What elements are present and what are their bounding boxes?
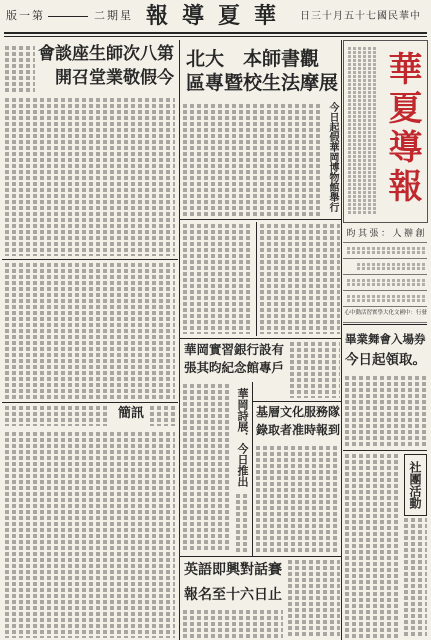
section-rule <box>180 219 341 220</box>
credit-text <box>347 295 425 302</box>
bank-subheadline: 張其昀紀念館專戶 <box>184 360 285 375</box>
staff-credits <box>343 226 427 322</box>
forum-headline: 會談座生師次八第 <box>38 44 174 64</box>
english-contest-headline: 英語即興對話賽 <box>184 562 282 578</box>
article-body-text <box>260 224 340 334</box>
header-newspaper-title: 報導夏華 <box>146 3 291 29</box>
page-edition: 版一第 <box>6 9 45 22</box>
article-body-text <box>5 432 175 638</box>
culture-team-headline: 基層文化服務隊 <box>256 405 341 419</box>
article-body-text <box>290 342 340 398</box>
exhibition-headline-part: 北大 <box>186 48 225 70</box>
credit-row <box>343 258 427 275</box>
credit-row <box>343 226 427 243</box>
article-body-text <box>5 406 109 426</box>
article-body-text <box>345 376 427 446</box>
clubs-section-label <box>404 454 427 516</box>
article-body-text <box>183 610 283 638</box>
article-body-text <box>345 454 401 638</box>
article-body-text <box>5 46 35 92</box>
exhibition-headline-part: 本師書觀 <box>243 48 320 70</box>
credit-row <box>343 274 427 291</box>
poetry-headline: 華岡詩展．今日推出 <box>236 388 249 487</box>
forum-subheadline: 開召堂業敬假今 <box>55 68 174 88</box>
section-rule <box>343 324 427 325</box>
dance-ticket-subheadline: 今日起領取。 <box>345 352 426 368</box>
credit-row <box>343 242 427 259</box>
credit-founder: 昀其張：人辦創 <box>346 229 427 239</box>
article-body-text <box>150 406 175 426</box>
article-body-text <box>183 224 253 334</box>
section-rule <box>343 450 427 451</box>
page-weekday: 二期星 <box>94 9 133 22</box>
credit-text <box>357 263 425 270</box>
article-body-text <box>236 494 250 552</box>
english-contest-subheadline: 報名至十六日止 <box>184 587 282 603</box>
masthead-info-text <box>348 47 378 215</box>
culture-team-subheadline: 錄取者准時報到 <box>256 423 341 437</box>
article-body-text <box>256 446 340 554</box>
article-body-text <box>288 560 340 638</box>
article-body-text <box>404 518 427 638</box>
dance-ticket-headline: 畢業舞會入場券 <box>345 332 426 346</box>
section-rule <box>253 401 341 402</box>
article-body-text <box>5 98 175 256</box>
masthead <box>343 40 428 223</box>
sub-column-divider <box>256 222 257 336</box>
header-rule <box>4 32 427 37</box>
briefs-label: 簡訊 <box>118 406 145 421</box>
credit-publisher: 心中動活習實學大化文國中：行發 <box>344 310 427 316</box>
credit-row <box>343 290 427 307</box>
section-rule <box>180 338 341 339</box>
section-rule <box>2 259 178 260</box>
page-date: 日三十月五十七國民華中 <box>300 11 421 22</box>
credit-text <box>347 247 425 254</box>
bank-headline: 華岡實習銀行設有 <box>184 342 285 357</box>
sub-column-divider <box>252 382 253 556</box>
column-divider-left <box>179 40 180 640</box>
article-body-text <box>5 263 175 399</box>
exhibition-subheadline: 今日起假華岡博物館舉行 <box>327 102 338 212</box>
masthead-title: 華夏導報 <box>382 51 422 207</box>
section-rule <box>2 402 178 403</box>
clubs-label-text: 社團活動 <box>408 461 422 509</box>
credit-row <box>343 306 427 323</box>
article-body-text <box>183 384 231 552</box>
exhibition-headline: 區專暨校生法摩展 <box>186 72 339 94</box>
header-divider <box>48 16 88 17</box>
section-rule <box>180 556 341 557</box>
credit-text <box>347 279 425 286</box>
article-body-text <box>183 104 321 216</box>
column-divider-right <box>341 40 342 640</box>
